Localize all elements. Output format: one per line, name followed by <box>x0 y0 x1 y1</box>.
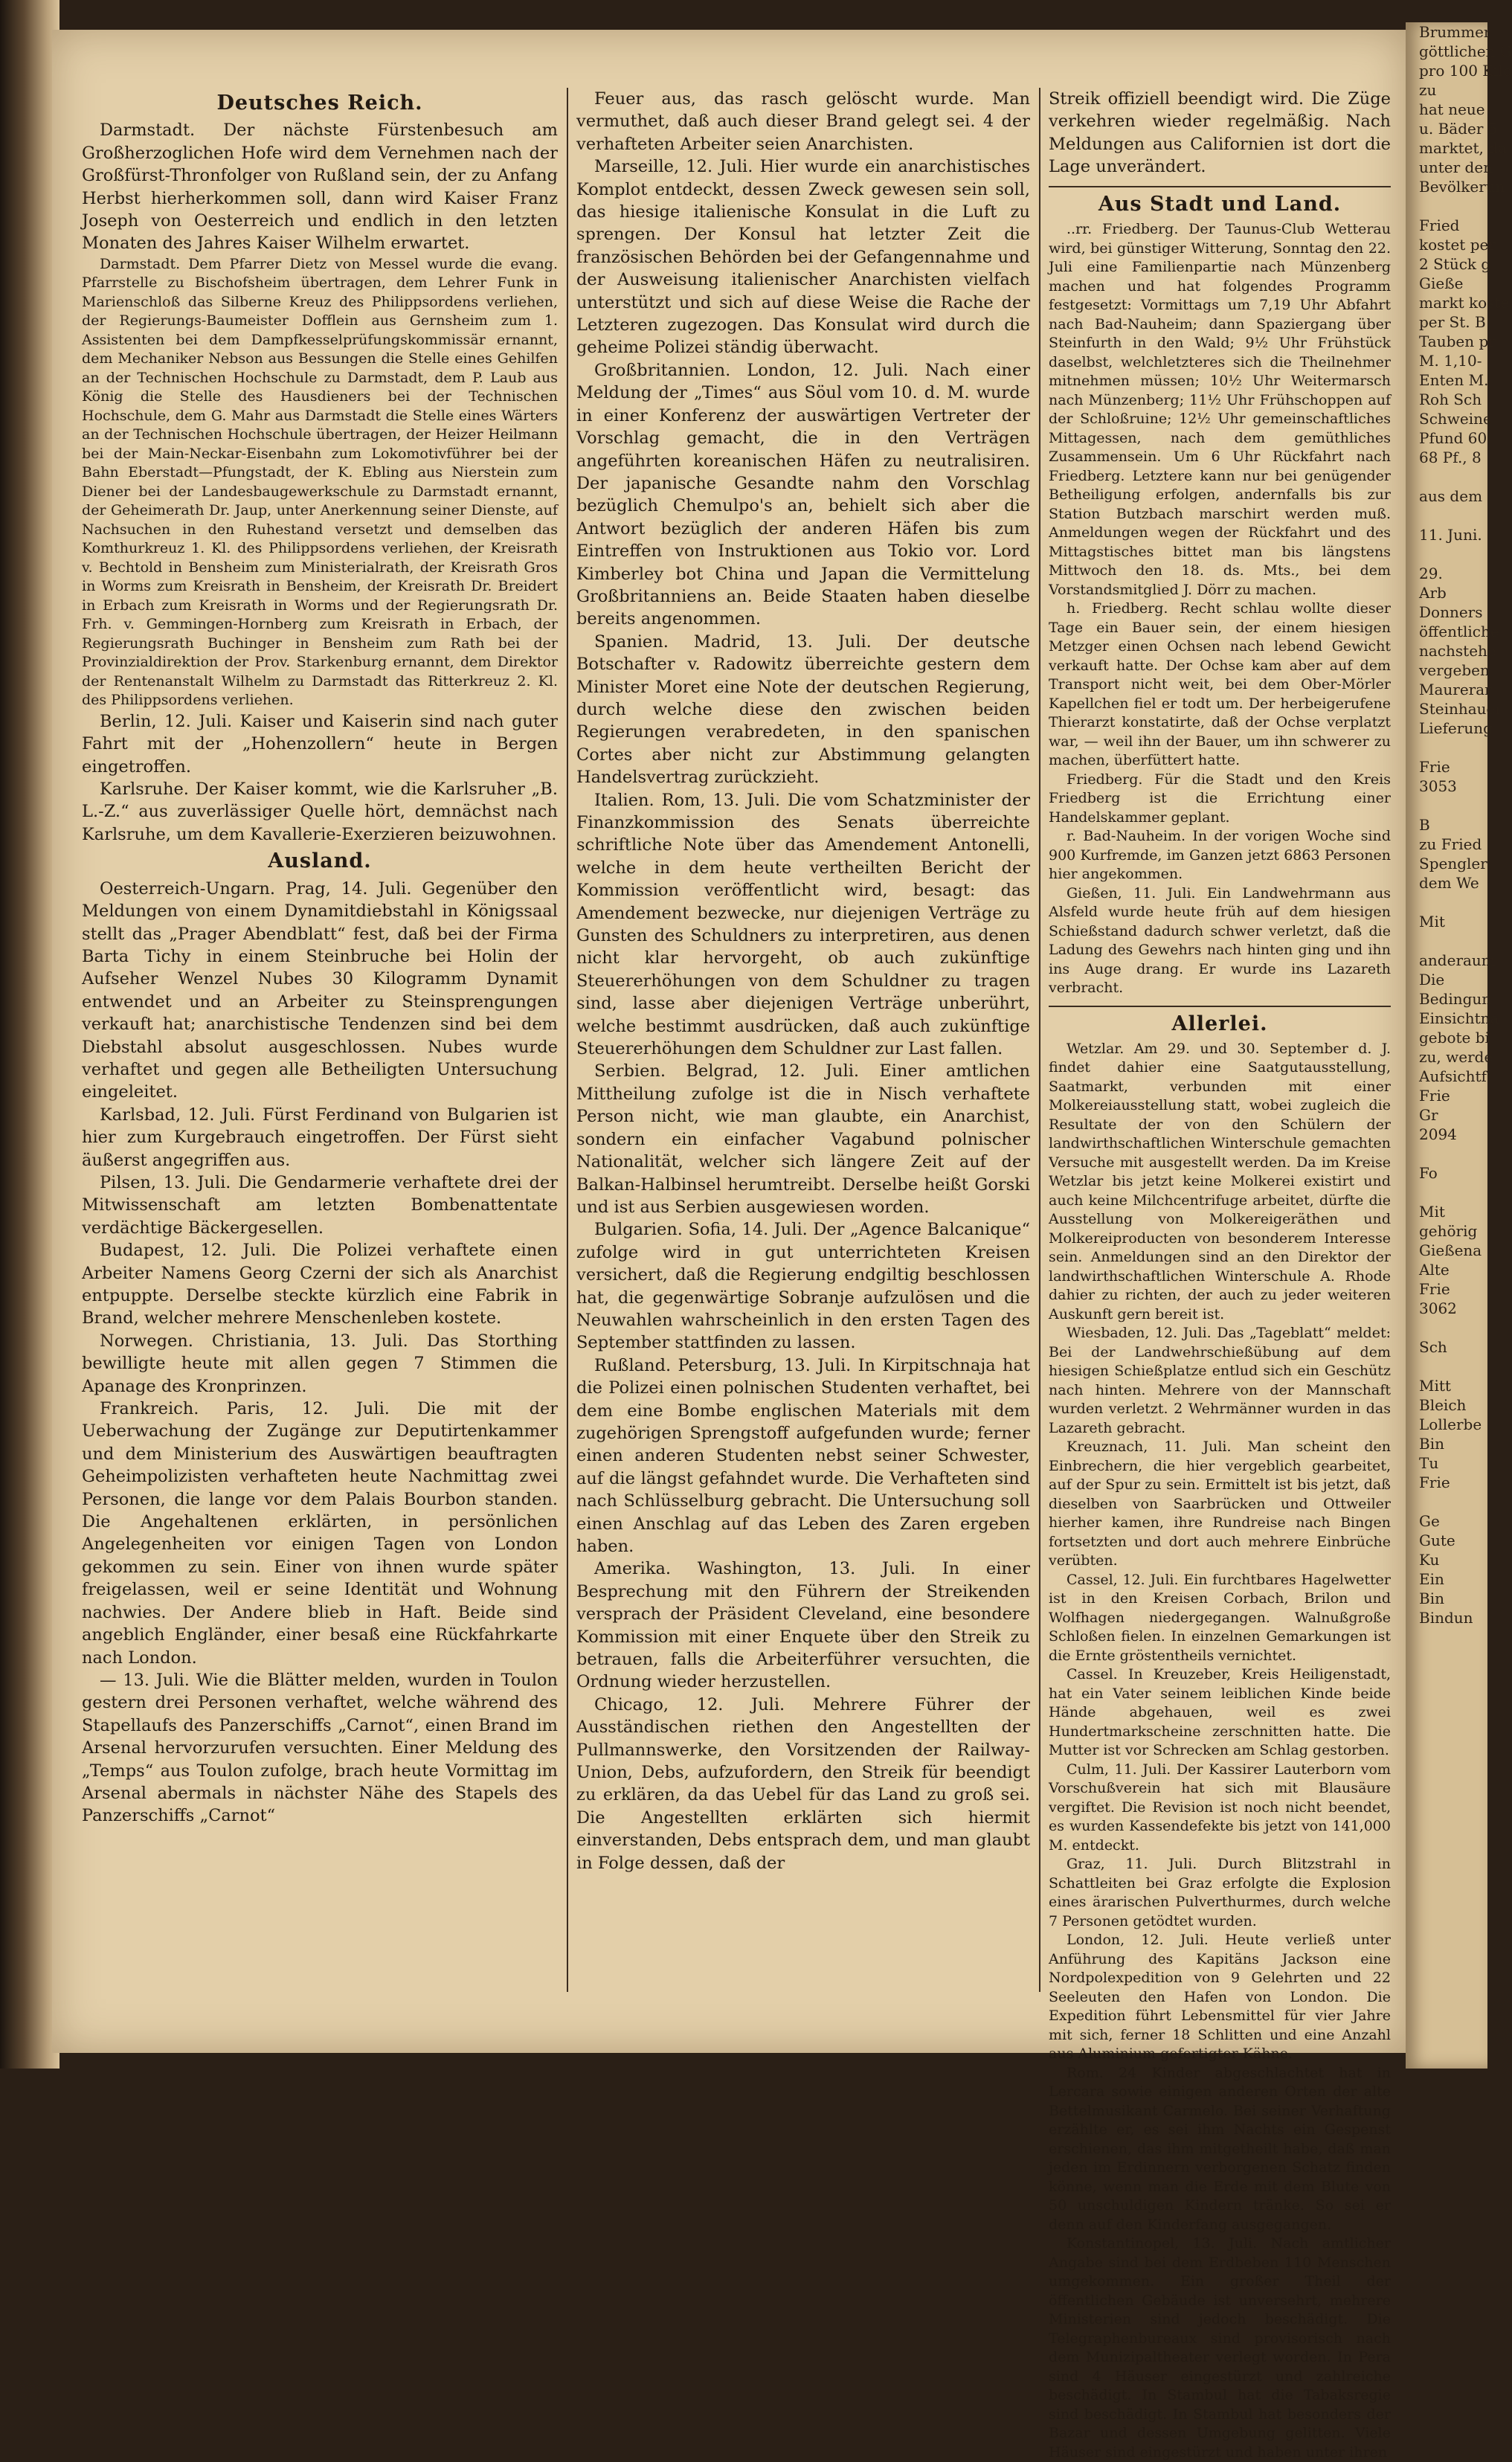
next-page-fragment: nachstehe <box>1419 642 1496 660</box>
article-paragraph: — 13. Juli. Wie die Blätter melden, wurden in Toulon gestern drei Personen verhaftet, welche während des Stapellaufs des Panzerschiffs „Carnot“, einen Brand im Arsenal hervorzurufen versuchten. Einer Meldung des „Temps“ aus Toulon zufolge, brach heute Vormittag im Arsenal abermals in nächster Nähe des Stapels des Panzerschiffs „Carnot“ <box>82 1670 558 1826</box>
next-page-fragment: Tauben pr <box>1419 332 1496 350</box>
next-page-fragment: gehörig <box>1419 1222 1478 1240</box>
next-page-fragment: Ge <box>1419 1512 1440 1530</box>
next-page-fragment: Bin <box>1419 1590 1444 1607</box>
next-page-fragment: 29. <box>1419 565 1443 582</box>
next-page-fragment: Bleich <box>1419 1396 1467 1414</box>
section-divider <box>1049 1006 1391 1007</box>
next-page-fragment: öffentliche <box>1419 623 1499 640</box>
next-page-fragment: unter den <box>1419 158 1493 176</box>
next-page-fragment: Gießena <box>1419 1241 1482 1259</box>
adjacent-page-edge <box>1406 22 1512 2069</box>
article-paragraph: Serbien. Belgrad, 12. Juli. Einer amtlichen Mittheilung zufolge ist die in Nisch verhaftete Person nicht, wie man glaubte, ein Anarchist, sondern ein einfacher Vagabund polnischer Nationalität, welcher sich längere Zeit auf der Balkan-Halbinsel herumtreibt. Derselbe heißt Gorski und ist aus Serbien ausgewiesen worden. <box>576 1061 1030 1217</box>
next-page-fragment: zu <box>1419 81 1437 99</box>
next-page-fragment: Frie <box>1419 1280 1450 1298</box>
next-page-fragment: Gute <box>1419 1531 1455 1549</box>
article-paragraph: Darmstadt. Der nächste Fürstenbesuch am Großherzoglichen Hofe wird dem Vernehmen nach der Großfürst-Thronfolger von Rußland sein, der zu Anfang Herbst hierherkommen soll, dann wird Kaiser Franz Joseph von Oesterreich und endlich in den letzten Monaten des Jahres Kaiser Wilhelm erwartet. <box>82 120 558 254</box>
next-page-fragment: Alte <box>1419 1261 1450 1279</box>
section-heading: Allerlei. <box>1171 1012 1268 1035</box>
next-page-fragment: aus dem <box>1419 487 1483 505</box>
next-page-fragment: Spengler <box>1419 855 1487 872</box>
next-page-fragment: 2094 <box>1419 1125 1457 1143</box>
next-page-fragment: Frie <box>1419 758 1450 776</box>
next-page-fragment <box>1406 1318 1487 1337</box>
next-page-fragment <box>1406 796 1487 815</box>
article-paragraph: Norwegen. Christiania, 13. Juli. Das Storthing bewilligte heute mit allen gegen 7 Stimmen die Apanage des Kronprinzen. <box>82 1331 558 1396</box>
article-paragraph: Frankreich. Paris, 12. Juli. Die mit der Ueberwachung der Zugänge zur Deputirtenkammer und dem Ministerium des Auswärtigen beauftragten Geheimpolizisten verhafteten heute Nachmittag zwei Personen, die lange vor dem Palais Bourbon standen. Die Angehaltenen erklärten, in persönlichen Angelegenheiten vor einigen Tagen von London gekommen zu sein. Einer von ihnen wurde später freigelassen, weil er seine Identität und Wohnung nachwies. Der Andere blieb in Haft. Beide sind angeblich Engländer, einer besaß eine Rückfahrkarte nach London. <box>82 1399 558 1668</box>
next-page-fragment: Frie <box>1419 1473 1450 1491</box>
article-paragraph: Konstantinopel, 13. Juli. Nach amtlicher Angabe sind bei dem Erdbeben 110 Menschen umgekommen. Ein großer Theil der öffentlichen Gebäude ist unversehrt, mehrere Ministerien sind jedoch beschädigt. Die Telegraphenbureaux sind provisorisch nach dem Munizipaltheater verlegt worden. In Pera sind 4 Häuser eingestürzt und zahlreiche beschädigt. In Stambul hat die Tabaksregie sind beschädigt. In Stambul hat besonders der Bazar und dessen Umgebung gelitten. Viele Häuser sind eingestürzt und haben unter ihren <box>1049 2235 1391 2461</box>
article-paragraph: Spanien. Madrid, 13. Juli. Der deutsche Botschafter v. Radowitz überreichte gestern dem Minister Moret eine Note der deutschen Regierung, durch welche diese den zwischen beiden Regierungen verabredeten, in den spanischen Cortes aber nicht zur Abstimmung gelangten Handelsvertrag zurückzieht. <box>576 631 1030 788</box>
section-heading: Ausland. <box>268 849 372 873</box>
article-paragraph: Budapest, 12. Juli. Die Polizei verhaftete einen Arbeiter Namens Georg Czerni der sich als Anarchist entpuppte. Derselbe steckte kürzlich eine Fabrik in Brand, welcher mehrere Menschenleben kostete. <box>82 1241 558 1328</box>
next-page-fragment: anderaum <box>1419 951 1496 969</box>
next-page-fragment: gebote bi <box>1419 1029 1490 1047</box>
next-page-fragment: dem We <box>1419 874 1479 892</box>
next-page-fragment: pro 100 Kilo <box>1419 62 1512 80</box>
article-paragraph: Cassel. In Kreuzeber, Kreis Heiligenstadt, hat ein Vater seinem leiblichen Kinde beide Hände abgehauen, weil es zwei Hundertmarkscheine zerschnitten hatte. Die Mutter ist vor Schrecken am Schlag gestorben. <box>1049 1666 1391 1759</box>
next-page-fragment: 3053 <box>1419 777 1457 795</box>
section-heading: Aus Stadt und Land. <box>1098 192 1342 216</box>
article-paragraph: Rußland. Petersburg, 13. Juli. In Kirpitschnaja hat die Polizei einen polnischen Studenten verhaftet, bei dem eine Bombe englischen Materials mit dem zugehörigen Sprengstoff aufgefunden wurde; ferner einen anderen Studenten nebst seiner Schwester, auf die längst gefahndet wurde. Die Verhafteten sind nach Schlüsselburg gebracht. Die Untersuchung soll einen Anschlag auf das Leben des Zaren ergeben haben. <box>576 1355 1030 1556</box>
next-page-fragment <box>1406 931 1487 951</box>
next-page-fragment: zu Fried <box>1419 835 1482 853</box>
article-paragraph: h. Friedberg. Recht schlau wollte dieser Tage ein Bauer sein, der einem hiesigen Metzger einen Ochsen nach lebend Gewicht verkauft hatte. Der Ochse kam aber auf dem Transport nicht weit, bei dem Ober-Mörler Kapellchen fiel er todt um. Der herbeigerufene Thierarzt konstatirte, daß der Ochse verplatzt war, — weil ihn der Bauer, um ihn schwerer zu machen, überfüttert hatte. <box>1049 600 1391 769</box>
next-page-fragment: Bedingun <box>1419 990 1492 1008</box>
next-page-fragment: Pfund 60 <box>1419 429 1487 447</box>
article-paragraph: Graz, 11. Juli. Durch Blitzstrahl in Schattleiten bei Graz erfolgte die Explosion eines ärarischen Pulverthurmes, durch welche 7 Personen getödtet wurden. <box>1049 1856 1391 1929</box>
article-paragraph: Rom. 24 Kinder abgeschlachtet hat in Lercara sowie einigen anderen Orten der alte Bettelmusikant Carmelo. Bei seiner Verhaftung erzählte er, es sei ihm Nachts ein Gespenst erschienen, das ihm mitgetheilt habe, daß man jeden im Erdinnern verborgenen Schatz finden könne, wenn man die Erde mit dem Blute von 50 unschuldigen Kindern tränke. So sei er denn auf den Kinderfang ausgegangen. <box>1049 2064 1391 2233</box>
article-paragraph: Wetzlar. Am 29. und 30. September d. J. findet dahier eine Saatgutausstellung, Saatmarkt, verbunden mit einer Molkereiausstellung statt, wobei zugleich die Resultate der von den Schülern der landwirthschaftlichen Winterschule gemachten Versuche mit ausgestellt werden. Da im Kreise Wetzlar bis jetzt keine Molkerei existirt und auch keine Milchcentrifuge arbeitet, dürfte die Ausstellung von Molkereigeräthen und Molkereiproducten von besonderem Interesse sein. Anmeldungen sind an den Direktor der landwirthschaftlichen Winterschule A. Rhode dahier zu richten, der auch zu jeder weiteren Auskunft gern bereit ist. <box>1049 1040 1391 1322</box>
next-page-fragment: hat neue <box>1419 100 1485 118</box>
next-page-fragment: Schweine <box>1419 410 1492 428</box>
next-page-fragment: 68 Pf., 8 <box>1419 449 1482 466</box>
article-paragraph: Amerika. Washington, 13. Juli. In einer Besprechung mit den Führern der Streikenden versprach der Präsident Cleveland, eine besondere Kommission mit einer Enquete über den Streik zu betrauen, falls die Arbeiterführer versuchten, die Ordnung wieder herzustellen. <box>576 1559 1030 1692</box>
next-page-fragment: M. 1,10- <box>1419 352 1482 370</box>
article-paragraph: Streik offiziell beendigt wird. Die Züge verkehren wieder regelmäßig. Nach Meldungen aus Californien ist dort die Lage unverändert. <box>1049 89 1391 177</box>
next-page-fragment: Einsichtna <box>1419 1009 1499 1027</box>
section-heading: Deutsches Reich. <box>216 91 423 115</box>
article-paragraph: Großbritannien. London, 12. Juli. Nach einer Meldung der „Times“ aus Söul vom 10. d. M. wurde in einer Konferenz der auswärtigen Vertreter der Vorschlag gemacht, die in den Verträgen angeführten koreanischen Häfen zu neutralisiren. Der japanische Gesandte nahm den Vorschlag bezüglich Chemulpo's an, behielt sich aber die Antwort bezüglich der anderen Häfen bis zum Eintreffen von Instruktionen aus Tokio vor. Lord Kimberley bot China und Japan die Vermittelung Großbritanniens an. Beide Staaten haben dieselbe bereits angenommen. <box>576 360 1030 629</box>
next-page-fragment: B <box>1419 816 1430 834</box>
next-page-fragment: Gieße <box>1419 274 1464 292</box>
next-page-fragment <box>1406 1357 1487 1376</box>
next-page-fragment: Donners <box>1419 603 1483 621</box>
next-page-fragment: Enten M. <box>1419 371 1489 389</box>
next-page-fragment <box>1406 893 1487 912</box>
next-page-fragment: kostet per <box>1419 236 1496 254</box>
article-paragraph: Bulgarien. Sofia, 14. Juli. Der „Agence Balcanique“ zufolge wird in gut unterrichteten Kreisen versichert, daß die Regierung endgiltig beschlossen hat, die gegenwärtige Sobranje aufzulösen und die Neuwahlen wahrscheinlich in den ersten Tagen des September stattfinden zu lassen. <box>576 1220 1030 1353</box>
next-page-fragment: Gr <box>1419 1106 1438 1124</box>
article-paragraph: Berlin, 12. Juli. Kaiser und Kaiserin sind nach guter Fahrt mit der „Hohenzollern“ heute in Bergen eingetroffen. <box>82 711 558 777</box>
next-page-fragment <box>1406 738 1487 757</box>
next-page-fragment: Mitt <box>1419 1377 1451 1395</box>
next-page-fragment: per St. B <box>1419 313 1486 331</box>
next-page-fragment: Ein <box>1419 1570 1444 1588</box>
section-divider <box>1049 186 1391 187</box>
next-page-fragment: Brummer <box>1419 23 1491 41</box>
column-rule-1 <box>567 88 568 1992</box>
next-page-fragment: Tu <box>1419 1454 1439 1472</box>
article-paragraph: Kreuznach, 11. Juli. Man scheint den Einbrechern, die hier vergeblich gearbeitet, auf der Spur zu sein. Ermittelt ist bis jetzt, daß dieselben von Saarbrücken und Ottweiler hierher kamen, ihre Rundreise nach Bingen fortsetzten und dort auch mehrere Einbrüche verübten. <box>1049 1439 1391 1569</box>
next-page-fragment: Bevölkerun <box>1419 178 1505 196</box>
next-page-fragment: Roh Sch <box>1419 390 1482 408</box>
next-page-fragment <box>1406 1144 1487 1163</box>
next-page-fragment: Bindun <box>1419 1609 1473 1627</box>
next-page-fragment: Fo <box>1419 1164 1438 1182</box>
column-1 <box>82 88 558 2022</box>
next-page-fragment: Mit <box>1419 913 1445 931</box>
article-paragraph: Karlsbad, 12. Juli. Fürst Ferdinand von Bulgarien ist hier zum Kurgebrauch eingetroffen. Der Fürst sieht äußerst angegriffen aus. <box>82 1105 558 1170</box>
next-page-fragment: 3062 <box>1419 1299 1457 1317</box>
next-page-fragment: Bin <box>1419 1435 1444 1453</box>
next-page-fragment: Frie <box>1419 1087 1450 1105</box>
next-page-fragment: Arb <box>1419 584 1447 602</box>
article-paragraph: Friedberg. Für die Stadt und den Kreis Friedberg ist die Errichtung einer Handelskammer geplant. <box>1049 771 1391 826</box>
next-page-fragment: Ku <box>1419 1551 1440 1569</box>
article-paragraph: Gießen, 11. Juli. Ein Landwehrmann aus Alsfeld wurde heute früh auf dem hiesigen Schießstand dadurch schwer verletzt, daß die Ladung des Gewehrs nach hinten ging und ihn ins Auge drang. Er wurde ins Lazareth verbracht. <box>1049 884 1391 997</box>
next-page-fragment: Lieferung <box>1419 719 1493 737</box>
article-paragraph: Pilsen, 13. Juli. Die Gendarmerie verhaftete drei der Mitwissenschaft am letzten Bombenattentate verdächtige Bäckergesellen. <box>82 1172 558 1238</box>
newspaper-page <box>52 30 1406 2461</box>
article-paragraph: Italien. Rom, 13. Juli. Die vom Schatzminister der Finanzkommission des Senats überreichte schriftliche Note über das Amendement Antonelli, welche in dem heute vertheilten Bericht der Kommission veröffentlicht wird, besagt: das Amendement bezwecke, nur diejenigen Verträge zu Gunsten des Schuldners zu interpretiren, aus denen nicht klar hervorgeht, ob auch zukünftige Steuererhöhungen von dem Schuldner zu tragen sind, lasse aber diejenigen Verträge unberührt, welche bestimmt ausdrücken, daß auch zukünftige Steuererhöhungen dem Schuldner zur Last fallen. <box>576 790 1030 1059</box>
article-paragraph: Wiesbaden, 12. Juli. Das „Tageblatt“ meldet: Bei der Landwehrschießübung auf dem hiesigen Schießplatze entlud sich ein Geschütz nach hinten. Mehrere von der Mannschaft wurden verletzt. 2 Wehrmänner wurden in das Lazareth gebracht. <box>1049 1325 1391 1436</box>
article-paragraph: Feuer aus, das rasch gelöscht wurde. Man vermuthet, daß auch dieser Brand gelegt sei. 4 der verhafteten Arbeiter seien Anarchisten. <box>576 89 1030 154</box>
article-paragraph: ..rr. Friedberg. Der Taunus-Club Wetterau wird, bei günstiger Witterung, Sonntag den 22. Juli eine Familienpartie nach Münzenberg machen und hat folgendes Programm festgesetzt: Vormittags um 7,19 Uhr Abfahrt nach Bad-Nauheim; dann Spaziergang über Steinfurth in den Wald; 9½ Uhr Frühstück daselbst, welchletzteres sich die Theilnehmer mitnehmen müssen; 10½ Uhr Weitermarsch nach Münzenberg; 11½ Uhr Frühschoppen auf der Schloßruine; 12½ Uhr gemeinschaftliches Mittagessen, nach dem gemüthliches Zusammensein. Um 6 Uhr Rückfahrt nach Friedberg. Letztere kann nur bei genügender Betheiligung erfolgen, andernfalls bis zur Station Butzbach marschirt werden muß. Anmeldungen wegen der Rückfahrt und des Mittagstisches bittet man bis längstens Mittwoch den 18. ds. Mts., bei dem Vorstandsmitglied J. Dörr zu machen. <box>1049 221 1391 598</box>
column-rule-2 <box>1039 88 1040 1992</box>
next-page-fragment: Maurerar <box>1419 681 1492 698</box>
next-page-fragment <box>1406 506 1487 525</box>
article-paragraph: Karlsruhe. Der Kaiser kommt, wie die Karlsruher „B. L.-Z.“ aus zuverlässiger Quelle hört, demnächst nach Karlsruhe, um dem Kavallerie-Exerzieren beizuwohnen. <box>82 780 558 844</box>
next-page-fragment: Aufsichtf <box>1419 1067 1487 1085</box>
next-page-fragment: Die <box>1419 971 1445 989</box>
article-paragraph: Oesterreich-Ungarn. Prag, 14. Juli. Gegenüber den Meldungen von einem Dynamitdiebstahl in Königssaal stellt das „Prager Abendblatt“ fest, daß bei der Firma Barta Tichy in einem Steinbruche bei Holin der Aufseher Wenzel Nubes 30 Kilogramm Dynamit entwendet und an Arbeiter zu Steinsprengungen verkauft hat; anarchistische Tendenzen sind bei dem Diebstahl absolut ausgeschlossen. Nubes wurde verhaftet und gegen alle Betheiligten Untersuchung eingeleitet. <box>82 878 558 1102</box>
next-page-fragment <box>1406 196 1487 216</box>
article-paragraph: Chicago, 12. Juli. Mehrere Führer der Ausständischen riethen den Angestellten der Pullmannswerke, den Vorsitzenden der Railway-Union, Debs, aufzufordern, den Streik für beendigt zu erklären, da das Uebel für das Land zu groß sei. Die Angestellten erklärten sich hiermit einverstanden, Debs entsprach dem, und man glaubt in Folge dessen, daß der <box>576 1694 1030 1873</box>
article-paragraph: Cassel, 12. Juli. Ein furchtbares Hagelwetter ist in den Kreisen Corbach, Brilon und Wolfhagen niedergegangen. Walnußgroße Schloßen fielen. In einzelnen Gemarkungen ist die Ernte gröstentheils vernichtet. <box>1049 1571 1391 1664</box>
next-page-fragment: Sch <box>1419 1338 1447 1356</box>
next-page-fragment: marktet, da <box>1419 139 1507 157</box>
next-page-fragment: Fried <box>1419 216 1460 234</box>
article-paragraph: r. Bad-Nauheim. In der vorigen Woche sind 900 Kurfremde, im Ganzen jetzt 6863 Personen hier angekommen. <box>1049 828 1391 883</box>
article-paragraph: Culm, 11. Juli. Der Kassirer Lauterborn vom Vorschußverein hat sich mit Blausäure vergiftet. Die Revision ist noch nicht beendet, es wurden Kassendefekte bis jetzt von 141,000 M. entdeckt. <box>1049 1761 1391 1854</box>
next-page-fragment: zu, werde <box>1419 1048 1493 1066</box>
next-page-fragment: Steinhauer <box>1419 700 1502 718</box>
article-paragraph: London, 12. Juli. Heute verließ unter Anführung des Kapitäns Jackson eine Nordpolexpedition von 9 Gelehrten und 22 Seeleuten den Hafen von London. Die Expedition führt Lebensmittel für vier Jahre mit sich, ferner 18 Schlitten und eine Anzahl aus Aluminium gefertigter Kähne. <box>1049 1932 1391 2063</box>
next-page-fragment: markt koste <box>1419 294 1510 312</box>
next-page-fragment: vergeben <box>1419 661 1490 679</box>
next-page-fragment: u. Bäder 5 <box>1419 120 1498 138</box>
next-page-fragment: 2 Stück g <box>1419 255 1491 273</box>
article-paragraph: Darmstadt. Dem Pfarrer Dietz von Messel wurde die evang. Pfarrstelle zu Bischofsheim übertragen, dem Lehrer Funk in Marienschloß das Silberne Kreuz des Philippsordens verliehen, der Regierungs-Baumeister Dofflein aus Gernsheim zum 1. Assistenten bei dem Dampfkesselprüfungskommissär ernannt, dem Mechaniker Nebson aus Bessungen die Stelle eines Gehilfen an der Technischen Hochschule zu Darmstadt, dem P. Laub aus König die Stelle des Hausdieners bei der Technischen Hochschule, dem G. Mahr aus Darmstadt die Stelle eines Wärters an der Technischen Hochschule übertragen, der Heizer Heilmann bei der Main-Neckar-Eisenbahn zum Lokomotivführer bei der Bahn Eberstadt—Pfungstadt, der K. Ebling aus Nierstein zum Diener bei der Landesbaugewerkschule zu Darmstadt ernannt, der Geheimerath Dr. Jaup, unter Anerkennung seiner Dienste, auf Nachsuchen in den Ruhestand versetzt und demselben das Komthurkreuz 1. Kl. des Philippsordens verliehen, der Kreisrath v. Bechtold in Bensheim zum Ministerialrath, der Kreisrath Gros in Worms zum Kreisrath in Bensheim, der Kreisrath Dr. Breidert in Erbach zum Kreisrath in Worms und der Regierungsrath Dr. Frh. v. Gemmingen-Hornberg zum Kreisrath in Erbach, der Regierungsrath Buchinger in Bensheim zum Rath bei der Provinzialdirektion der Prov. Starkenburg ernannt, dem Direktor der Rentenanstalt Wilhelm zu Darmstadt das Ritterkreuz 2. Kl. des Philippsordens verliehen. <box>82 255 558 709</box>
column-2 <box>576 88 1030 2022</box>
book-spine-edge <box>0 0 59 2069</box>
article-paragraph: Marseille, 12. Juli. Hier wurde ein anarchistisches Komplot entdeckt, dessen Zweck gewesen sein soll, das hiesige italienische Konsulat in die Luft zu sprengen. Der Konsul hat letzter Zeit die französischen Behörden bei der Gefangennahme und der Ausweisung italienischer Anarchisten vielfach unterstützt und sich auf diese Weise die Rache der Letzteren zugezogen. Das Konsulat wird durch die geheime Polizei ständig überwacht. <box>576 157 1030 358</box>
next-page-fragment: 11. Juni. <box>1419 526 1482 544</box>
column-3 <box>1049 88 1391 2461</box>
next-page-fragment: göttlichen G <box>1419 42 1512 60</box>
next-page-fragment <box>1406 544 1487 564</box>
next-page-fragment: Lollerbe <box>1419 1415 1482 1433</box>
next-page-fragment <box>1406 1183 1487 1202</box>
next-page-fragment <box>1406 1492 1487 1511</box>
next-page-fragment: Mit <box>1419 1203 1445 1221</box>
next-page-fragment <box>1406 467 1487 486</box>
